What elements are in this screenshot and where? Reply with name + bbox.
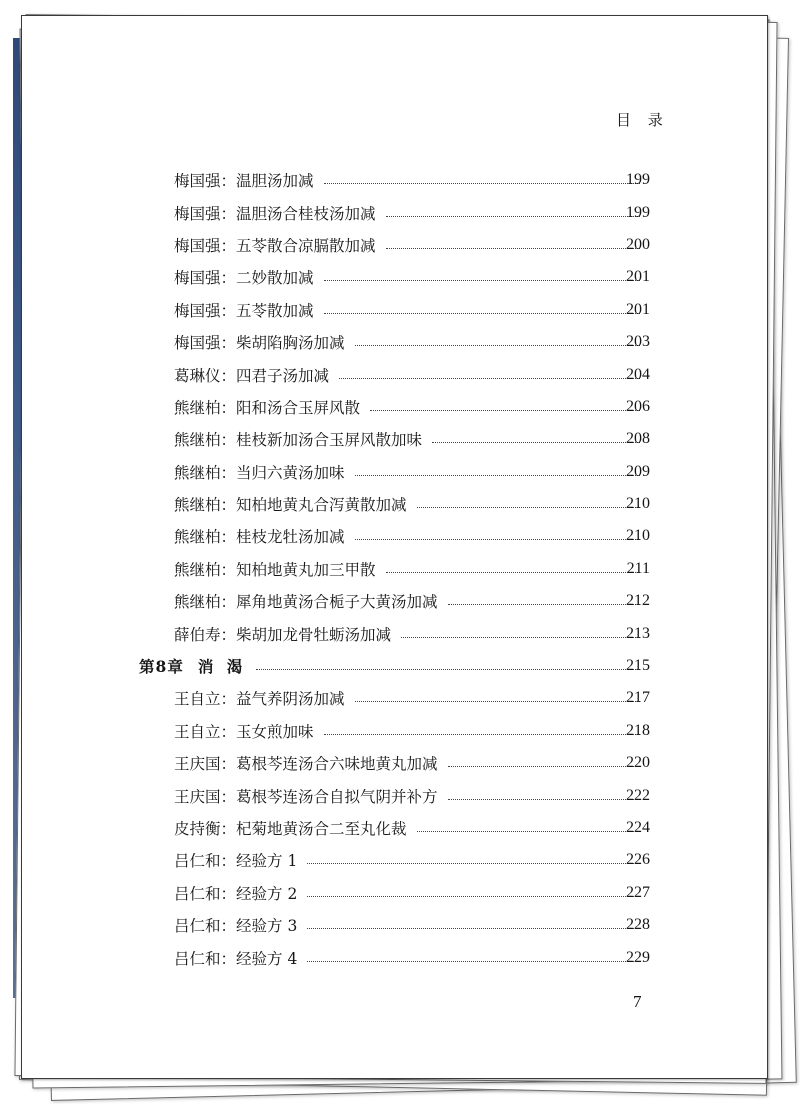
entry-page-number: 222 (626, 786, 650, 804)
entry-title: 柴胡加龙骨牡蛎汤加减 (236, 625, 392, 644)
toc-entry[interactable] (22, 941, 767, 973)
toc-entry[interactable] (22, 164, 767, 196)
entry-separator: ： (220, 301, 237, 320)
toc-entry[interactable] (22, 747, 767, 779)
entry-title: 知柏地黄丸加三甲散 (236, 560, 376, 579)
entry-separator: ： (220, 463, 237, 482)
entry-title: 葛根芩连汤合自拟气阴并补方 (236, 787, 438, 806)
running-header: 目 录 (616, 111, 669, 129)
toc-entry[interactable] (22, 294, 767, 326)
entry-author: 熊继柏 (174, 593, 221, 612)
chapter-page-number: 215 (626, 657, 650, 675)
dot-leader (386, 215, 640, 217)
entry-separator: ： (220, 755, 237, 774)
entry-page-number: 199 (626, 171, 650, 189)
entry-separator: ： (220, 560, 237, 579)
entry-title: 玉女煎加味 (236, 722, 314, 741)
entry-title: 桂枝龙牡汤加减 (236, 528, 345, 547)
entry-page-number: 208 (626, 430, 650, 448)
entry-page-number: 204 (626, 365, 650, 383)
entry-title: 桂枝新加汤合玉屏风散加味 (236, 431, 423, 450)
toc-entry[interactable] (22, 488, 767, 520)
toc-entry[interactable] (22, 423, 767, 455)
entry-author: 熊继柏 (174, 463, 221, 482)
dot-leader (324, 279, 640, 281)
toc-entry[interactable] (22, 456, 767, 488)
entry-author: 薛伯寿 (174, 625, 221, 644)
entry-author: 熊继柏 (174, 398, 221, 417)
dot-leader (417, 506, 640, 508)
chapter-prefix: 第 (139, 657, 156, 677)
toc-entry[interactable] (22, 391, 767, 423)
entry-author: 熊继柏 (174, 528, 221, 547)
toc-entry[interactable] (22, 617, 767, 649)
toc-entry[interactable] (22, 196, 767, 228)
chapter-label (139, 655, 184, 677)
dot-leader (355, 344, 640, 346)
dot-leader (386, 571, 640, 573)
entry-title: 柴胡陷胸汤加减 (236, 334, 345, 353)
entry-separator: ： (220, 625, 237, 644)
entry-title: 四君子汤加减 (236, 366, 330, 385)
toc-entry[interactable] (22, 358, 767, 390)
entry-separator: ： (220, 593, 237, 612)
entry-page-number: 220 (626, 754, 650, 772)
dot-leader (355, 700, 640, 702)
entry-page-number: 213 (626, 624, 650, 642)
entry-separator: ： (220, 269, 237, 288)
toc-entry[interactable] (22, 877, 767, 909)
entry-author: 吕仁和 (174, 884, 221, 903)
entry-title: 益气养阴汤加减 (236, 690, 345, 709)
dot-leader (324, 312, 640, 314)
entry-author: 梅国强 (174, 301, 221, 320)
entry-separator: ： (220, 690, 237, 709)
entry-page-number: 201 (626, 268, 650, 286)
dot-leader (307, 895, 640, 897)
toc-entry[interactable] (22, 779, 767, 811)
entry-separator: ： (220, 949, 237, 968)
entry-title: 阳和汤合玉屏风散 (236, 398, 361, 417)
entry-page-number: 212 (626, 592, 650, 610)
entry-title: 五苓散合凉膈散加减 (236, 236, 376, 255)
entry-author: 梅国强 (174, 172, 221, 191)
toc-entry[interactable] (22, 909, 767, 941)
entry-title: 杞菊地黄汤合二至丸化裁 (236, 820, 407, 838)
entry-author: 王自立 (174, 690, 221, 709)
entry-author: 王自立 (174, 722, 221, 741)
entry-author: 吕仁和 (174, 949, 221, 968)
toc-entry[interactable] (22, 261, 767, 293)
entry-page-number: 209 (626, 462, 650, 480)
entry-author: 王庆国 (174, 755, 221, 774)
entry-title: 葛根芩连汤合六味地黄丸加减 (236, 755, 438, 774)
toc-entry[interactable] (22, 229, 767, 261)
entry-separator: ： (220, 852, 237, 871)
entry-author: 熊继柏 (174, 560, 221, 579)
dot-leader (417, 830, 640, 832)
chapter-title: 消 渴 (197, 657, 247, 677)
entry-title: 当归六黄汤加味 (236, 463, 345, 482)
entry-page-number: 210 (626, 527, 650, 545)
dot-leader (307, 960, 640, 962)
folio-page-number: 7 (633, 992, 642, 1011)
entry-separator: ： (220, 431, 237, 450)
entry-author: 皮持衡 (174, 820, 221, 838)
toc-chapter-heading[interactable] (22, 650, 767, 682)
dot-leader (324, 733, 640, 735)
entry-separator: ： (220, 398, 237, 417)
entry-title: 温胆汤加减 (236, 172, 314, 191)
toc-entry[interactable] (22, 844, 767, 876)
entry-separator: ： (220, 787, 237, 806)
entry-page-number: 226 (626, 851, 650, 869)
entry-separator: ： (220, 236, 237, 255)
entry-title: 经验方 4 (236, 949, 298, 968)
entry-author: 梅国强 (174, 236, 221, 255)
entry-title: 五苓散加减 (236, 301, 314, 320)
entry-author: 吕仁和 (174, 852, 221, 871)
chapter-number: 8 (155, 657, 168, 677)
entry-title: 犀角地黄汤合栀子大黄汤加减 (236, 593, 438, 612)
entry-page-number: 228 (626, 916, 650, 934)
toc-entry[interactable] (22, 812, 767, 844)
entry-separator: ： (220, 917, 237, 936)
entry-separator: ： (220, 528, 237, 547)
dot-leader (386, 247, 640, 249)
toc-page (21, 15, 768, 1079)
entry-page-number: 201 (626, 300, 650, 318)
entry-title: 经验方 2 (236, 884, 298, 903)
entry-page-number: 218 (626, 721, 650, 739)
entry-page-number: 217 (626, 689, 650, 707)
entry-separator: ： (220, 496, 237, 515)
entry-page-number: 200 (626, 235, 650, 253)
entry-page-number: 211 (626, 559, 650, 577)
dot-leader (355, 538, 640, 540)
entry-page-number: 224 (626, 819, 650, 836)
chapter-suffix: 章 (167, 657, 184, 677)
toc-entry[interactable] (22, 553, 767, 585)
entry-title: 二妙散加减 (236, 269, 314, 288)
entry-separator: ： (220, 366, 237, 385)
entry-page-number: 199 (626, 203, 650, 221)
entry-author: 梅国强 (174, 269, 221, 288)
toc-entry[interactable] (22, 715, 767, 747)
entry-title: 经验方 1 (236, 852, 298, 871)
entry-title: 知柏地黄丸合泻黄散加减 (236, 496, 407, 515)
entry-author: 梅国强 (174, 334, 221, 353)
entry-separator: ： (220, 722, 237, 741)
entry-separator: ： (220, 172, 237, 191)
entry-author: 熊继柏 (174, 496, 221, 515)
entry-separator: ： (220, 820, 237, 838)
entry-author: 葛琳仪 (174, 366, 221, 385)
entry-separator: ： (220, 204, 237, 223)
dot-leader (401, 636, 640, 638)
entry-title: 温胆汤合桂枝汤加减 (236, 204, 376, 223)
entry-page-number: 227 (626, 883, 650, 901)
table-of-contents (22, 164, 767, 974)
toc-entry[interactable] (22, 682, 767, 714)
entry-page-number: 203 (626, 333, 650, 351)
entry-author: 吕仁和 (174, 917, 221, 936)
entry-page-number: 229 (626, 948, 650, 966)
toc-entry[interactable] (22, 520, 767, 552)
dot-leader (339, 377, 640, 379)
toc-entry[interactable] (22, 585, 767, 617)
toc-entry[interactable] (22, 326, 767, 358)
entry-separator: ： (220, 334, 237, 353)
entry-author: 王庆国 (174, 787, 221, 806)
dot-leader (324, 182, 640, 184)
dot-leader (432, 441, 640, 443)
entry-author: 梅国强 (174, 204, 221, 223)
entry-separator: ： (220, 884, 237, 903)
dot-leader (307, 927, 640, 929)
dot-leader (355, 474, 640, 476)
dot-leader (307, 862, 640, 864)
entry-author: 熊继柏 (174, 431, 221, 450)
dot-leader (370, 409, 640, 411)
entry-page-number: 206 (626, 397, 650, 415)
entry-page-number: 210 (626, 495, 650, 513)
entry-title: 经验方 3 (236, 917, 298, 936)
dot-leader (256, 668, 640, 670)
